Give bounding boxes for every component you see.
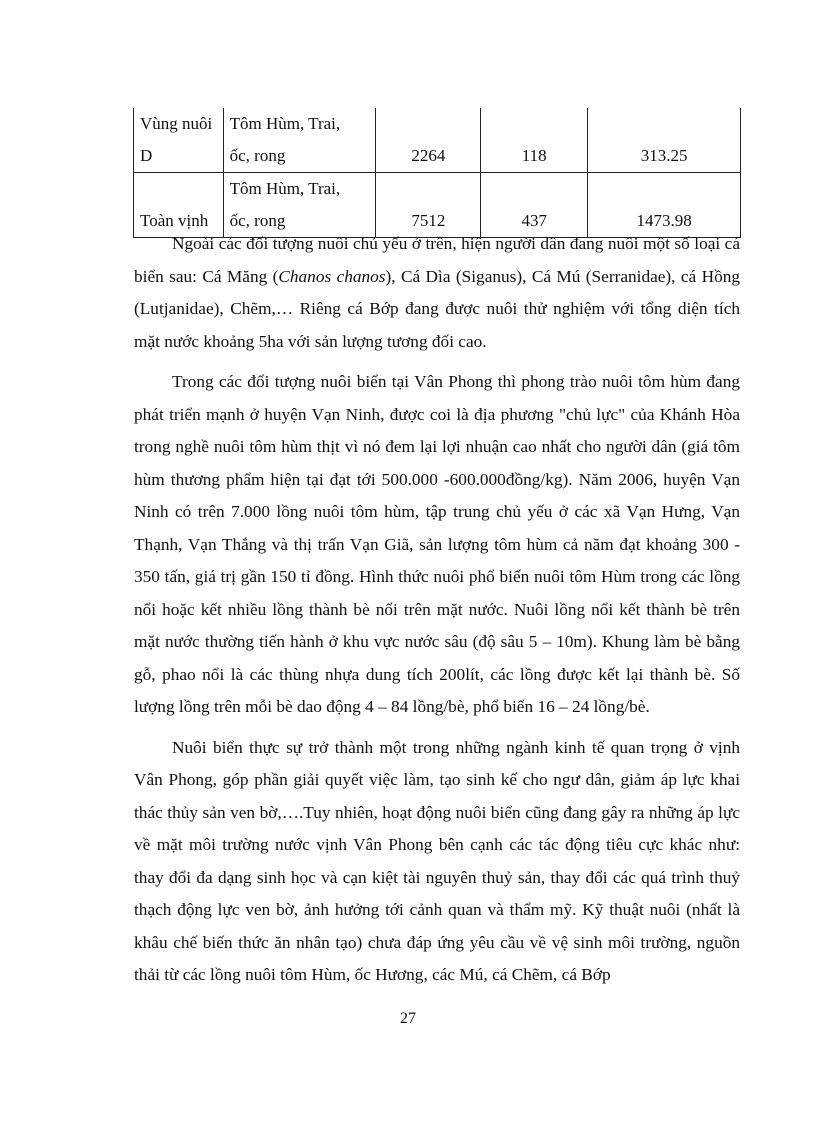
table-cell-value1: 7512 bbox=[376, 173, 481, 238]
paragraph-text: Ngoài các đối tượng nuôi chủ yếu ở trên, hiện người dân đang nuôi một số loại cá biển sau: Cá Măng ( bbox=[134, 234, 740, 286]
body-text bbox=[134, 228, 740, 1000]
species-line2: ốc, rong bbox=[229, 146, 286, 165]
paragraph-text: ), Cá Dìa (Siganus), Cá Mú (Serranidae), cá Hồng (Lutjanidae), Chẽm,… Riêng cá Bớp đang được nuôi thử nghiệm với tổng diện tích mặt nước khoảng 5ha với sản lượng tương đối cao. bbox=[134, 266, 740, 351]
area-label-line2: D bbox=[140, 146, 153, 165]
page-number: 27 bbox=[400, 1010, 416, 1027]
paragraph-lobster-farming: Trong các đối tượng nuôi biển tại Vân Phong thì phong trào nuôi tôm hùm đang phát triển mạnh ở huyện Vạn Ninh, được coi là địa phương "chủ lực" của Khánh Hòa trong nghề nuôi tôm hùm thịt vì nó đem lại lợi nhuận cao nhất cho người dân (giá tôm hùm thương phẩm hiện tại đạt tới 500.000 -600.000đồng/kg). Năm 2006, huyện Vạn Ninh có trên 7.000 lồng nuôi tôm hùm, tập trung chủ yếu ở các xã Vạn Hưng, Vạn Thạnh, Vạn Thắng và thị trấn Vạn Giã, sản lượng tôm hùm cả năm đạt khoảng 300 - 350 tấn, giá trị gần 150 tỉ đồng. Hình thức nuôi phổ biến nuôi tôm Hùm trong các lồng nổi hoặc kết nhiều lồng thành bè nổi trên mặt nước. Nuôi lồng nổi kết thành bè trên mặt nước thường tiến hành ở khu vực nước sâu (độ sâu 5 – 10m). Khung làm bè bằng gỗ, phao nổi là các thùng nhựa dung tích 200lít, các lồng được kết lại thành bè. Số lượng lồng trên mỗi bè dao động 4 – 84 lồng/bè, phổ biến 16 – 24 lồng/bè. bbox=[134, 372, 740, 716]
table-cell-value3: 313.25 bbox=[588, 108, 741, 173]
aquaculture-table bbox=[133, 108, 741, 238]
area-label-line2: Toàn vịnh bbox=[140, 211, 209, 230]
species-line2: ốc, rong bbox=[229, 211, 286, 230]
table-cell-value1: 2264 bbox=[376, 108, 481, 173]
area-label-line1: Vùng nuôi bbox=[140, 114, 213, 133]
paragraph-fish-species bbox=[134, 228, 740, 358]
area-label-line1 bbox=[140, 173, 217, 205]
table-cell-value3: 1473.98 bbox=[588, 173, 741, 238]
paragraph-environmental-pressure: Nuôi biển thực sự trở thành một trong những ngành kinh tế quan trọng ở vịnh Vân Phong, góp phần giải quyết việc làm, tạo sinh kế cho ngư dân, giảm áp lực khai thác thủy sản ven bờ,….Tuy nhiên, hoạt động nuôi biển cũng đang gây ra những áp lực về mặt môi trường nước vịnh Vân Phong bên cạnh các tác động tiêu cực khác như: thay đổi đa dạng sinh học và cạn kiệt tài nguyên thuỷ sản, thay đổi các quá trình thuỷ thạch động lực ven bờ, ảnh hưởng tới cảnh quan và thẩm mỹ. Kỹ thuật nuôi (nhất là khâu chế biến thức ăn nhân tạo) chưa đáp ứng yêu cầu về vệ sinh môi trường, nguồn thải từ các lồng nuôi tôm Hùm, ốc Hương, các Mú, cá Chẽm, cá Bớp bbox=[134, 737, 740, 984]
species-line1: Tôm Hùm, Trai, bbox=[229, 179, 341, 198]
species-line1: Tôm Hùm, Trai, bbox=[229, 114, 341, 133]
table-cell-species bbox=[223, 108, 376, 173]
table-cell-value2: 118 bbox=[481, 108, 588, 173]
table-row bbox=[134, 108, 741, 173]
table-cell-value2: 437 bbox=[481, 173, 588, 238]
scientific-name: Chanos chanos bbox=[278, 266, 386, 286]
table-cell-area bbox=[134, 108, 224, 173]
